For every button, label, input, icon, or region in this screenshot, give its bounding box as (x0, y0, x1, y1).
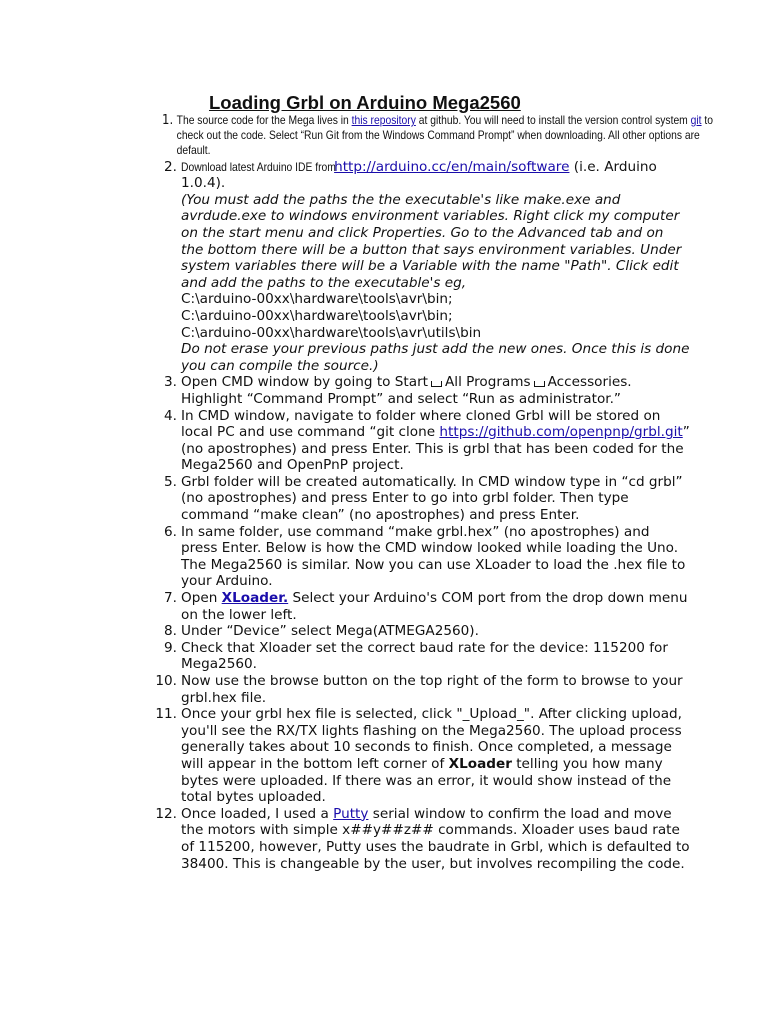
item-number: 5. (164, 473, 177, 490)
list-item-1: 1. The source code for the Mega lives in this repository at github. You will need to install the version control system git to check out the code. Select “Run Git from the Windows Command Prompt” when downloading. All other options are default. (150, 113, 717, 159)
list-item-11: 11. Once your grbl hex file is selected, click "_Upload_". After clicking upload, you'll see the RX/TX lights flashing on the Mega2560. The upload process generally takes about 10 seconds to finish. Once completed, a message will appear in the bottom left corner of XLoader telling you how many bytes were uploaded. If there was an error, it would show instead of the total bytes uploaded. (150, 706, 690, 806)
arduino-software-link[interactable]: http://arduino.cc/en/main/software (334, 158, 570, 175)
list-item-4: 4. In CMD window, navigate to folder where cloned Grbl will be stored on local PC and use command “git clone https://github.com/openpnp/grbl.git” (no apostrophes) and press Enter. This is grbl that has been coded for the Mega2560 and OpenPnP project. (150, 408, 690, 474)
item-number: 4. (164, 407, 177, 424)
item-number: 10. (155, 673, 177, 690)
list-item-5: 5. Grbl folder will be created automatically. In CMD window type in “cd grbl” (no apostrophes) and press Enter to go into grbl folder. Then type command “make clean” (no apostrophes) and press Enter. (150, 474, 690, 524)
git-link[interactable]: git (690, 113, 702, 127)
list-item-10: 10. Now use the browse button on the top right of the form to browse to your grbl.hex file. (150, 673, 690, 706)
item-number: 7. (164, 590, 177, 607)
grbl-git-link[interactable]: https://github.com/openpnp/grbl.git (439, 424, 683, 441)
xloader-link[interactable]: XLoader. (221, 590, 289, 607)
list-item-7: 7. Open XLoader. Select your Arduino's COM port from the drop down menu on the lower left. (150, 590, 690, 623)
environment-note-end: Do not erase your previous paths just add the new ones. Once this is done you can compile the source.) (181, 341, 690, 374)
item-number: 8. (164, 623, 177, 640)
path-line-2: C:\arduino-00xx\hardware\tools\avr\bin; (181, 307, 453, 324)
list-item-12: 12. Once loaded, I used a Putty serial window to confirm the load and move the motors with simple x##y##z## commands. Xloader uses baud rate of 115200, however, Putty uses the baudrate in Grbl, which is defaulted to 38400. This is changeable by the user, but involves recompiling the code. (150, 806, 690, 872)
list-item-6: 6. In same folder, use command “make grbl.hex” (no apostrophes) and press Enter. Below is how the CMD window looked while loading the Uno. The Mega2560 is similar. Now you can use XLoader to load the .hex file to your Arduino. (150, 524, 690, 590)
item-number: 1. (162, 112, 174, 128)
item-number: 2. (164, 158, 177, 175)
arrow-glyph-icon (534, 381, 545, 387)
list-item-9: 9. Check that Xloader set the correct baud rate for the device: 115200 for Mega2560. (150, 640, 690, 673)
list-item-8: 8. Under “Device” select Mega(ATMEGA2560). (150, 623, 690, 640)
item-number: 12. (155, 805, 177, 822)
repository-link[interactable]: this repository (351, 113, 416, 127)
item-number: 6. (164, 523, 177, 540)
document-title: Loading Grbl on Arduino Mega2560 (209, 92, 521, 113)
item-number: 11. (155, 706, 177, 723)
item-number: 3. (164, 374, 177, 391)
environment-note: (You must add the paths the the executable's like make.exe and avrdude.exe to windows environment variables. Right click my computer on the start menu and click Properties. Go to the Advanced tab and on the bottom there will be a button that says environment variables. Under system variables there will be a Variable with the name "Path". Click edit and add the paths to the executable's eg, (181, 191, 682, 291)
list-item-2: 2. Download latest Arduino IDE fromhttp://arduino.cc/en/main/software (i.e. Arduino 1.0.4). (You must add the paths the the executable's like make.exe and avrdude.exe to windows environment variables. Right click my computer on the start menu and click Properties. Go to the Advanced tab and on the bottom there will be a button that says environment variables. Under system variables there will be a Variable with the name "Path". Click edit and add the paths to the executable's eg, C:\arduino-00xx\hardware\tools\avr\bin; C:\arduino-00xx\hardware\tools\avr\bin; C:\arduino-00xx\hardware\tools\avr\utils\bin Do not erase your previous paths just add the new ones. Once this is done you can compile the source.) (150, 159, 690, 375)
arrow-glyph-icon (431, 381, 442, 387)
list-item-3: 3. Open CMD window by going to Start All Programs Accessories. Highlight “Command Prompt” and select “Run as administrator.” (150, 374, 690, 407)
putty-link[interactable]: Putty (333, 805, 369, 822)
item-number: 9. (164, 639, 177, 656)
path-line-1: C:\arduino-00xx\hardware\tools\avr\bin; (181, 291, 453, 308)
instruction-list (150, 112, 714, 872)
path-line-3: C:\arduino-00xx\hardware\tools\avr\utils\bin (181, 324, 482, 341)
